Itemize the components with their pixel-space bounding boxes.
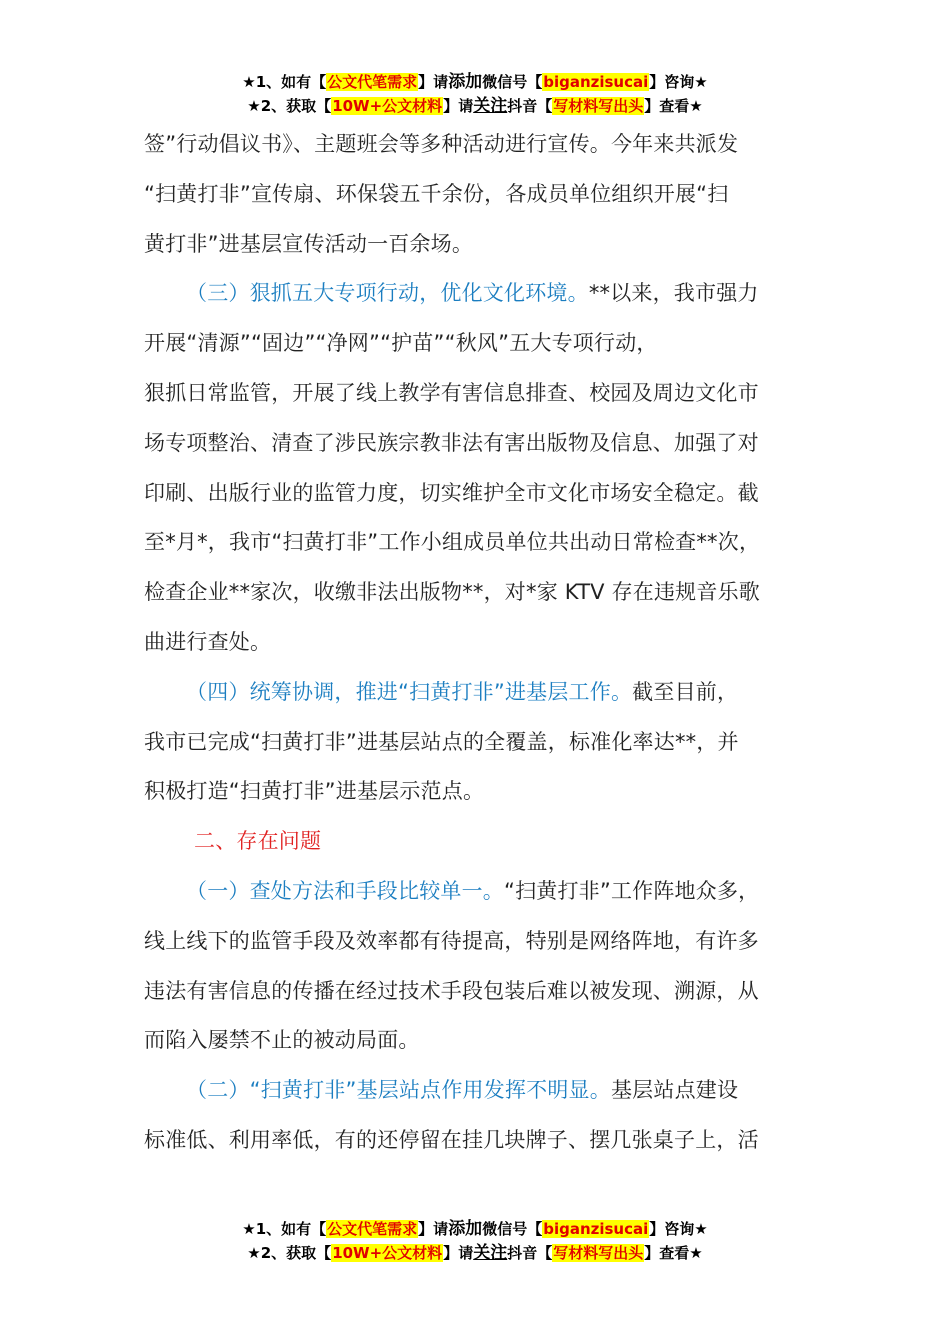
promo-highlight: 公文代笔需求	[327, 73, 418, 91]
section-title: 二、存在问题	[194, 829, 322, 854]
promo-text: ★1、如有【	[242, 73, 327, 91]
promo-text: ★1、如有【	[242, 1220, 327, 1238]
text-line: 场专项整治、清查了涉民族宗教非法有害出版物及信息、加强了对	[144, 430, 759, 455]
promo-text: 微信号【	[482, 73, 543, 91]
text-line: 曲进行查处。	[144, 629, 272, 654]
text-line: 印刷、出版行业的监管力度，切实维护全市文化市场安全稳定。截	[144, 480, 759, 505]
text-line: 狠抓日常监管，开展了线上教学有害信息排查、校园及周边文化市	[144, 380, 759, 405]
promo-highlight-wechat: biganzisucai	[543, 73, 649, 91]
section-heading-problems	[144, 817, 824, 867]
promo-line-1	[0, 70, 950, 94]
text-line: 而陷入屡禁不止的被动局面。	[144, 1028, 420, 1053]
paragraph-problem-1	[144, 867, 824, 1066]
text-line: 至*月*，我市“扫黄打非”工作小组成员单位共出动日常检查**次，	[144, 530, 761, 555]
promo-text: 】查看★	[644, 97, 703, 115]
promo-text: 】咨询★	[649, 73, 708, 91]
promo-text: 抖音【	[507, 97, 553, 115]
text-line: 检查企业**家次，收缴非法出版物**，对*家 KTV 存在违规音乐歌	[144, 580, 760, 605]
promo-text: ★2、获取【	[247, 1244, 332, 1262]
promo-line-2	[0, 94, 950, 118]
header-promo-banner	[0, 70, 950, 118]
promo-text: 】请	[443, 97, 474, 115]
promo-emphasis: 关注	[473, 96, 508, 116]
text-line: 标准低、利用率低，有的还停留在挂几块牌子、摆几张桌子上，活	[144, 1127, 759, 1152]
text-line	[144, 668, 824, 718]
text-line: “扫黄打非”宣传扇、环保袋五千余份，各成员单位组织开展“扫	[144, 181, 729, 206]
text-line: 违法有害信息的传播在经过技术手段包装后难以被发现、溯源，从	[144, 978, 759, 1003]
subheading-problem-1: （一）查处方法和手段比较单一。	[186, 878, 504, 903]
document-body	[144, 120, 824, 1166]
text-line	[144, 269, 824, 319]
promo-highlight: 10W+公文材料	[332, 97, 443, 115]
text-line	[144, 1066, 824, 1116]
subheading-problem-2: （二）“扫黄打非”基层站点作用发挥不明显。	[186, 1078, 611, 1103]
subheading-3: （三）狠抓五大专项行动，优化文化环境。	[186, 281, 589, 306]
text-run: 截至目前，	[632, 679, 739, 704]
promo-emphasis: 添加	[448, 1219, 483, 1239]
text-run: **以来，我市强力	[588, 281, 759, 306]
promo-text: 抖音【	[507, 1244, 553, 1262]
promo-line-2	[0, 1241, 950, 1265]
promo-text: 微信号【	[482, 1220, 543, 1238]
promo-line-1	[0, 1217, 950, 1241]
promo-emphasis: 关注	[473, 1243, 508, 1263]
promo-text: 】咨询★	[649, 1220, 708, 1238]
text-run: “扫黄打非”工作阵地众多，	[504, 878, 760, 903]
text-line: 积极打造“扫黄打非”进基层示范点。	[144, 779, 485, 804]
promo-text: 】请	[418, 73, 449, 91]
text-line: 线上线下的监管手段及效率都有待提高，特别是网络阵地，有许多	[144, 928, 759, 953]
promo-text: ★2、获取【	[247, 97, 332, 115]
promo-text: 】请	[443, 1244, 474, 1262]
text-line: 开展“清源”“固边”“净网”“护苗”“秋风”五大专项行动，	[144, 331, 658, 356]
paragraph-continued	[144, 120, 824, 269]
text-line: 黄打非”进基层宣传活动一百余场。	[144, 231, 474, 256]
promo-highlight-douyin: 写材料写出头	[553, 1244, 644, 1262]
promo-highlight-wechat: biganzisucai	[543, 1220, 649, 1238]
subheading-4: （四）统筹协调，推进“扫黄打非”进基层工作。	[186, 679, 633, 704]
promo-highlight: 公文代笔需求	[327, 1220, 418, 1238]
text-run: 基层站点建设	[610, 1078, 739, 1103]
paragraph-special-actions	[144, 269, 824, 667]
promo-highlight: 10W+公文材料	[332, 1244, 443, 1262]
paragraph-problem-2	[144, 1066, 824, 1166]
paragraph-coordination	[144, 668, 824, 817]
promo-text: 】请	[418, 1220, 449, 1238]
promo-text: 】查看★	[644, 1244, 703, 1262]
text-line	[144, 867, 824, 917]
text-line: 签”行动倡议书》、主题班会等多种活动进行宣传。今年来共派发	[144, 132, 739, 156]
text-line: 我市已完成“扫黄打非”进基层站点的全覆盖，标准化率达**，并	[144, 729, 739, 754]
promo-highlight-douyin: 写材料写出头	[553, 97, 644, 115]
footer-promo-banner	[0, 1217, 950, 1265]
promo-emphasis: 添加	[448, 72, 483, 92]
